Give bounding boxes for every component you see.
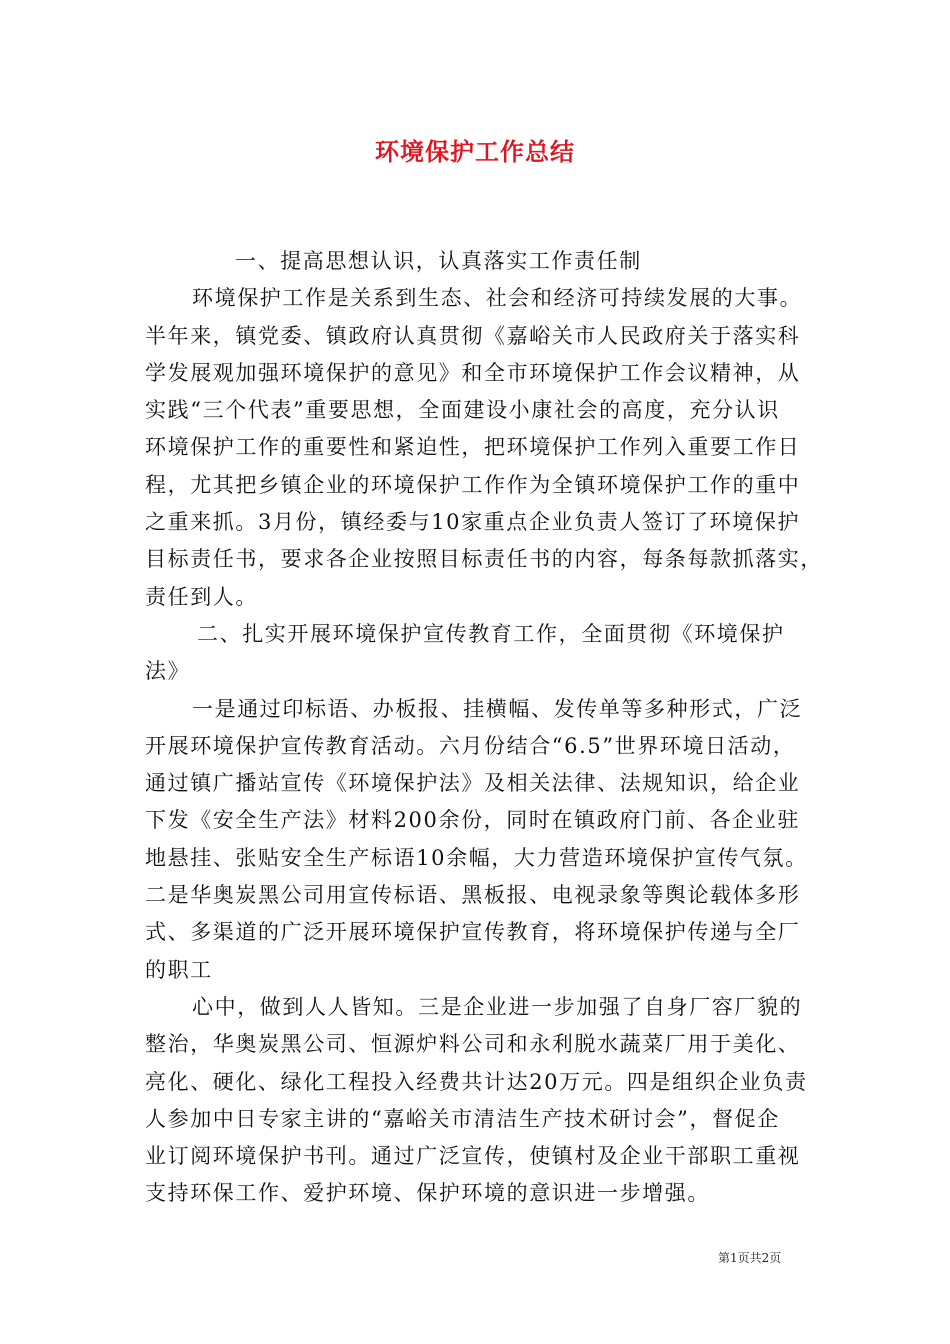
text-line: 法》: [145, 659, 191, 684]
text-line: 开展环境保护宣传教育活动。六月份结合“6.5”世界环境日活动，: [145, 733, 796, 758]
text-line: 一是通过印标语、办板报、挂横幅、发传单等多种形式，广泛: [192, 696, 803, 721]
text-line: 二是华奥炭黑公司用宣传标语、黑板报、电视录象等舆论载体多形: [145, 883, 801, 908]
text-line: 地悬挂、张贴安全生产标语10余幅，大力营造环境保护宣传气氛。: [145, 845, 808, 870]
text-line: 人参加中日专家主讲的“嘉峪关市清洁生产技术研讨会”，督促企: [145, 1106, 780, 1131]
text-line: 责任到人。: [145, 584, 258, 609]
text-line: 心中，做到人人皆知。三是企业进一步加强了自身厂容厂貌的: [192, 994, 803, 1019]
text-line: 业订阅环境保护书刊。通过广泛宣传，使镇村及企业干部职工重视: [145, 1144, 801, 1169]
document-title: 环境保护工作总结: [375, 137, 575, 166]
text-line: 一、提高思想认识，认真落实工作责任制: [235, 249, 642, 273]
document-body: [145, 243, 825, 1213]
text-line: 式、多渠道的广泛开展环境保护宣传教育，将环境保护传递与全厂: [145, 920, 801, 945]
paragraph: [145, 691, 825, 989]
text-line: 学发展观加强环境保护的意见》和全市环境保护工作会议精神，从: [145, 360, 801, 385]
text-line: 环境保护工作是关系到生态、社会和经济可持续发展的大事。: [192, 286, 803, 311]
text-line: 实践“三个代表”重要思想，全面建设小康社会的高度，充分认识: [145, 398, 780, 423]
paragraph: [145, 280, 825, 616]
text-line: 下发《安全生产法》材料200余份，同时在镇政府门前、各企业驻: [145, 808, 801, 833]
text-line: 的职工: [145, 957, 213, 982]
text-line: 半年来，镇党委、镇政府认真贯彻《嘉峪关市人民政府关于落实科: [145, 323, 801, 348]
text-line: 整治，华奥炭黑公司、恒源炉料公司和永利脱水蔬菜厂用于美化、: [145, 1032, 801, 1057]
text-line: 通过镇广播站宣传《环境保护法》及相关法律、法规知识，给企业: [145, 771, 801, 796]
text-line: 二、扎实开展环境保护宣传教育工作，全面贯彻《环境保护: [197, 621, 785, 646]
text-line: 支持环保工作、爱护环境、保护环境的意识进一步增强。: [145, 1181, 710, 1206]
text-line: 亮化、硬化、绿化工程投入经费共计达20万元。四是组织企业负责: [145, 1069, 808, 1094]
text-line: 目标责任书，要求各企业按照目标责任书的内容，每条每款抓落实，: [145, 547, 823, 572]
text-line: 环境保护工作的重要性和紧迫性，把环境保护工作列入重要工作日: [145, 435, 801, 460]
text-line: 之重来抓。3月份，镇经委与10家重点企业负责人签订了环境保护: [145, 510, 801, 535]
section-heading: [145, 616, 825, 691]
paragraph: [145, 989, 825, 1213]
text-line: 程，尤其把乡镇企业的环境保护工作作为全镇环境保护工作的重中: [145, 472, 801, 497]
page-number: 第1页共2页: [718, 1251, 782, 1265]
section-heading: [145, 243, 825, 280]
